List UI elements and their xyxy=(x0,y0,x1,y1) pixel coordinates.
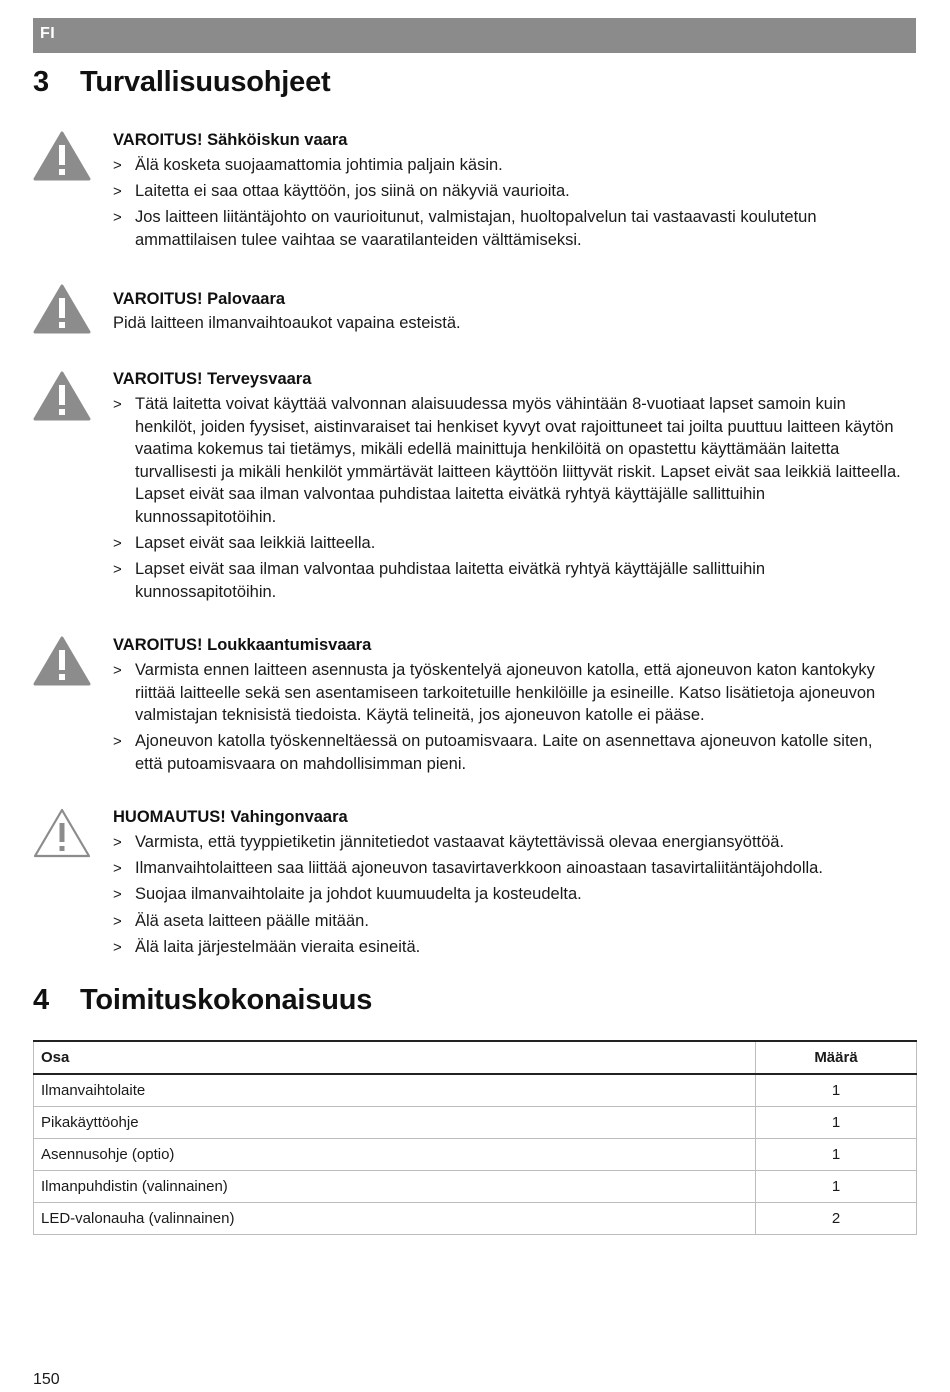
list-item-text: Älä kosketa suojaamattomia johtimia paljain käsin. xyxy=(135,156,503,174)
list-item xyxy=(113,659,903,727)
table-header-row xyxy=(34,1041,917,1074)
list-item-text: Varmista, että tyyppietiketin jännitetiedot vastaavat käytettävissä olevaa energiansyöttöä. xyxy=(135,833,785,851)
section-3-heading xyxy=(33,66,330,99)
notice-triangle-icon xyxy=(33,807,91,859)
warning-list xyxy=(113,659,903,776)
list-item xyxy=(113,532,903,555)
section-4-title: Toimituskokonaisuus xyxy=(80,984,373,1016)
arrow-icon: > xyxy=(113,886,122,904)
table-cell-part: LED-valonauha (valinnainen) xyxy=(34,1203,756,1235)
list-item xyxy=(113,936,903,959)
warning-triangle-icon xyxy=(33,635,91,687)
list-item-text: Lapset eivät saa ilman valvontaa puhdistaa laitetta eivätkä ryhtyä käyttäjälle sallittuihin kunnossapitotöihin. xyxy=(135,560,766,601)
section-3-number: 3 xyxy=(33,66,49,98)
table-row xyxy=(34,1107,917,1139)
list-item xyxy=(113,180,903,203)
table-row xyxy=(34,1074,917,1107)
language-code: FI xyxy=(40,25,56,42)
section-4-number: 4 xyxy=(33,984,49,1016)
list-item-text: Ajoneuvon katolla työskenneltäessä on putoamisvaara. Laite on asennettava ajoneuvon katolle siten, että putoamisvaara on mahdollisimman pieni. xyxy=(135,732,873,773)
table-cell-quantity: 1 xyxy=(756,1074,917,1107)
notice-title: HUOMAUTUS! Vahingonvaara xyxy=(113,808,348,826)
warning-title: VAROITUS! Sähköiskun vaara xyxy=(113,131,348,149)
arrow-icon: > xyxy=(113,157,122,174)
arrow-icon: > xyxy=(113,733,122,751)
list-item xyxy=(113,206,903,251)
page-number: 150 xyxy=(33,1371,60,1388)
arrow-icon: > xyxy=(113,662,122,679)
list-item-text: Ilmanvaihtolaitteen saa liittää ajoneuvon tasavirtaverkkoon ainoastaan tasavirtaliitäntäjohdolla. xyxy=(135,859,823,878)
warning-list xyxy=(113,154,903,252)
notice-damage xyxy=(113,805,903,962)
warning-text: Pidä laitteen ilmanvaihtoaukot vapaina esteistä. xyxy=(113,314,461,332)
list-item xyxy=(113,393,903,529)
list-item-text: Älä aseta laitteen päälle mitään. xyxy=(135,911,369,930)
list-item xyxy=(113,730,903,775)
table-cell-quantity: 2 xyxy=(756,1203,917,1235)
arrow-icon: > xyxy=(113,535,122,553)
table-cell-quantity: 1 xyxy=(756,1107,917,1139)
arrow-icon: > xyxy=(113,561,122,579)
table-row xyxy=(34,1203,917,1235)
arrow-icon: > xyxy=(113,912,122,930)
column-header-quantity: Määrä xyxy=(756,1041,917,1074)
warning-title: VAROITUS! Loukkaantumisvaara xyxy=(113,636,372,654)
list-item-text: Tätä laitetta voivat käyttää valvonnan alaisuudessa myös vähintään 8-vuotiaat lapset samoin kuin henkilöt, joiden fyysiset, aistinvaraiset tai henkiset kyvyt ovat rajoittuneet tai joilta puuttuu laitteen käytön vaatima kokemus tai tietämys, mikäli edellä mainittuja henkilöitä on opastettu käyttämään laitetta turvallisesti ja mikäli henkilöt ymmärtävät laitteen käyttöön liittyvät riskit. Lapset eivät saa leikkiä laitteella. Lapset eivät saa ilman valvontaa puhdistaa laitetta eivätkä ryhtyä käyttäjälle sallittuihin kunnossapitotöihin. xyxy=(135,395,901,526)
table-cell-quantity: 1 xyxy=(756,1139,917,1171)
table-cell-part: Pikakäyttöohje xyxy=(34,1107,756,1139)
list-item xyxy=(113,558,903,603)
arrow-icon: > xyxy=(113,860,122,878)
list-item xyxy=(113,831,903,854)
warning-title: VAROITUS! Palovaara xyxy=(113,290,286,308)
warning-triangle-icon xyxy=(33,283,91,335)
warning-triangle-icon xyxy=(33,130,91,182)
warning-health xyxy=(113,367,903,607)
arrow-icon: > xyxy=(113,396,122,413)
warning-injury xyxy=(113,633,903,779)
list-item-text: Älä laita järjestelmään vieraita esineitä. xyxy=(135,937,421,956)
list-item xyxy=(113,154,903,177)
scope-of-delivery-table xyxy=(33,1040,917,1235)
column-header-part: Osa xyxy=(34,1041,756,1074)
table-cell-part: Asennusohje (optio) xyxy=(34,1139,756,1171)
list-item-text: Jos laitteen liitäntäjohto on vaurioitunut, valmistajan, huoltopalvelun tai vastaavasti koulutetun ammattilaisen tulee vaihtaa se vaaratilanteiden välttämiseksi. xyxy=(135,208,817,249)
list-item xyxy=(113,883,903,906)
arrow-icon: > xyxy=(113,209,122,227)
section-3-title: Turvallisuusohjeet xyxy=(80,66,331,98)
list-item-text: Lapset eivät saa leikkiä laitteella. xyxy=(135,534,376,553)
warning-title: VAROITUS! Terveysvaara xyxy=(113,370,312,388)
arrow-icon: > xyxy=(113,938,122,956)
table-cell-part: Ilmanvaihtolaite xyxy=(34,1074,756,1107)
list-item-text: Varmista ennen laitteen asennusta ja työskentelyä ajoneuvon katolla, että ajoneuvon katon kantokyky riittää laitteelle sekä sen asentamiseen tarkoitetuille henkilöille ja esineille. Katso lisätietoja ajoneuvon valmistajan teknisistä tiedoista. Käytä telineitä, jos ajoneuvon katolle ei pääse. xyxy=(135,661,876,725)
notice-list xyxy=(113,831,903,958)
table-cell-quantity: 1 xyxy=(756,1171,917,1203)
arrow-icon: > xyxy=(113,183,122,201)
arrow-icon: > xyxy=(113,834,122,851)
table-cell-part: Ilmanpuhdistin (valinnainen) xyxy=(34,1171,756,1203)
list-item xyxy=(113,857,903,880)
language-bar xyxy=(33,18,916,53)
table-row xyxy=(34,1139,917,1171)
list-item xyxy=(113,910,903,933)
section-4-heading xyxy=(33,984,372,1017)
list-item-text: Suojaa ilmanvaihtolaite ja johdot kuumuudelta ja kosteudelta. xyxy=(135,885,582,904)
warning-list xyxy=(113,393,903,604)
table-row xyxy=(34,1171,917,1203)
warning-triangle-icon xyxy=(33,370,91,422)
warning-fire xyxy=(113,287,903,335)
warning-electric-shock xyxy=(113,128,903,255)
list-item-text: Laitetta ei saa ottaa käyttöön, jos siinä on näkyviä vaurioita. xyxy=(135,182,570,201)
